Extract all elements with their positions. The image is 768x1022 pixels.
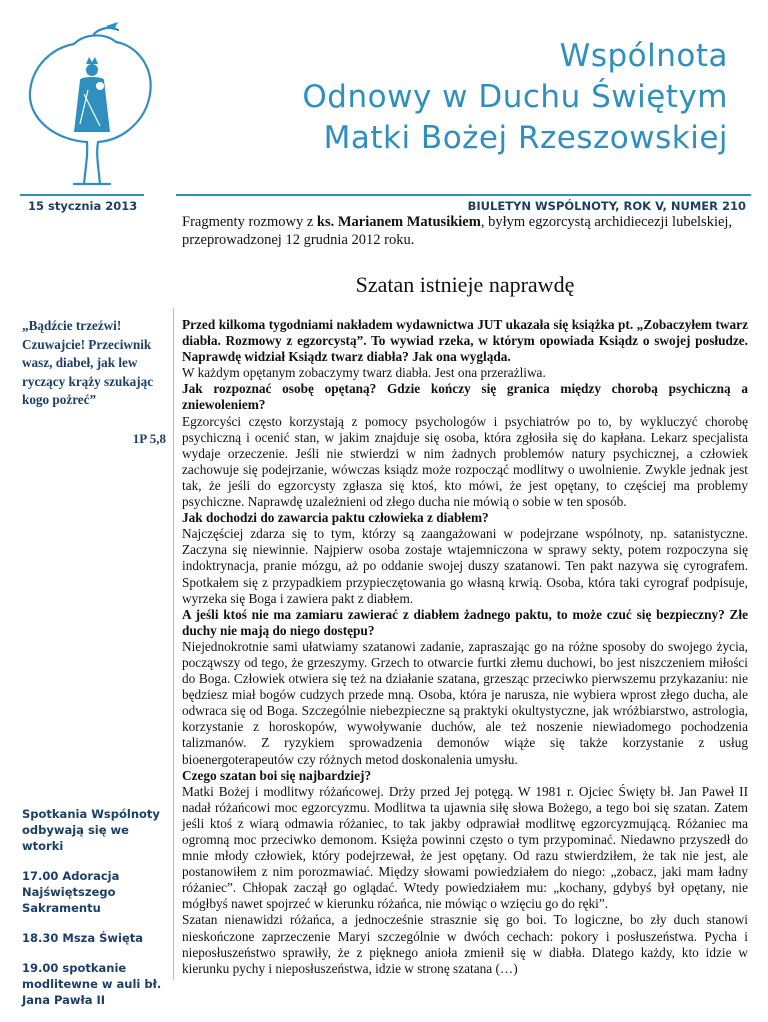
masthead-line-2: Odnowy w Duchu Świętym: [302, 79, 728, 115]
interviewee-name: ks. Marianem Matusikiem: [316, 214, 481, 230]
article-title: Szatan istnieje naprawdę: [355, 272, 575, 297]
meeting-schedule: [22, 806, 170, 1022]
issue-date: 15 stycznia 2013: [28, 199, 138, 213]
question: Przed kilkoma tygodniami nakładem wydawnictwa JUT ukazała się książka pt. „Zobaczyłem twarz diabła. Rozmowy z egzorcystą”. To wywiad rzeka, w którym opowiada Ksiądz o swojej posłudze. Naprawdę widział Ksiądz twarz diabła? Jak ona wygląda.: [182, 317, 748, 365]
meeting-intro: Spotkania Wspólnoty odbywają się we wtorki: [22, 807, 160, 853]
intro-text-after: , byłym egzorcystą archidiecezji lubelskiej, przeprowadzonej 12 grudnia 2012 roku.: [182, 214, 733, 248]
tree-madonna-logo-icon: [14, 14, 164, 190]
intro-paragraph: [182, 213, 748, 249]
answer: Szatan nienawidzi różańca, a jednocześnie strasznie się go boi. To logiczne, bo zły duch stanowi nieskończone zaprzeczenie Maryi szczególnie w dwóch cechach: pokory i posłuszeństwa. Pycha i nieposłuszeństwo sprawiły, że z pięknego anioła zmienił się w diabła. Dlatego każdy, kto idzie w kierunku pychy i nieposłuszeństwa, idzie w stronę szatana (…): [182, 912, 748, 976]
masthead-line-3: Matki Bożej Rzeszowskiej: [323, 120, 728, 156]
question: A jeśli ktoś nie ma zamiaru zawierać z diabłem żadnego paktu, to może czuć się bezpieczny? Złe duchy nie mają do niego dostępu?: [182, 606, 748, 638]
masthead-line-1: Wspólnota: [559, 38, 728, 74]
column-divider: [173, 308, 174, 980]
header-rule-right: [176, 194, 751, 196]
article-body: [182, 317, 748, 977]
question: Czego szatan boi się najbardziej?: [182, 767, 372, 783]
intro-text-before: Fragmenty rozmowy z: [182, 214, 317, 230]
answer: Niejednokrotnie sami ułatwiamy szatanowi zadanie, zapraszając go na różne sposoby do swojego życia, począwszy od tego, że grzeszymy. Grzech to otwarcie furtki złemu duchowi, bo jest niszczeniem miłości do Boga. Człowiek otwiera się też na działanie szatana, grzesząc przeciwko pierwszemu przykazaniu: nie będziesz miał bogów cudzych przede mną. Osoba, która je narusza, nie wybiera wprost złego ducha, ale odwraca się od Boga. Szczególnie niebezpieczne są praktyki okultystyczne, jak wróżbiarstwo, astrologia, korzystanie z horoskopów, wywoływanie duchów, ale też noszenie niewiadomego pochodzenia talizmanów. Z ryzykiem sprowadzenia demonów wiąże się także korzystanie z usług bioenergoterapeutów czy różnych metod doskonalenia umysłu.: [182, 638, 748, 767]
schedule-item: 18.30 Msza Święta: [22, 931, 144, 945]
answer: Egzorcyści często korzystają z pomocy psychologów i psychiatrów po to, by wykluczyć chorobę psychiczną i ocenić stan, w jakim znajduje się osoba, która zgłosiła się do kapłana. Lekarz specjalista wydaje orzeczenie. Jeśli nie stwierdzi w nim żadnych problemów natury psychicznej, a człowiek zachowuje się podejrzanie, wówczas ksiądz może rozpocząć modlitwy o uwolnienie. Zwykle jednak jest tak, że jeśli do egzorcysty zgłasza się ktoś, kto mówi, że jest opętany, to częściej ma problemy psychiczne. Naprawdę uzależnieni od złego ducha nie mówią o sobie w ten sposób.: [182, 413, 748, 510]
schedule-item: 17.00 Adoracja Najświętszego Sakramentu: [22, 869, 120, 915]
bulletin-info: BIULETYN WSPÓLNOTY, ROK V, NUMER 210: [467, 199, 746, 213]
schedule-item: 19.00 spotkanie modlitewne w auli bł. Jana Pawła II: [22, 961, 162, 1007]
masthead: [302, 36, 728, 159]
answer: Najczęściej zdarza się to tym, którzy są zaangażowani w podejrzane wspólnoty, np. satanistyczne. Zaczyna się niewinnie. Najpierw osoba zostaje wtajemniczona w sprawy sekty, potem rozpoczyna się indoktrynacja, pranie mózgu, aż po oddanie swojej duszy szatanowi. Ten pakt nazywa się cyrografem. Spotkałem się z przypadkiem przypieczętowania go własną krwią. Osoba, która taki cyrograf podpisuje, wyrzeka się Boga i zawiera pakt z diabłem.: [182, 526, 748, 606]
answer: Matki Bożej i modlitwy różańcowej. Drży przed Jej potęgą. W 1981 r. Ojciec Święty bł. Jan Paweł II nadał różańcowi moc egzorcyzmu. Modlitwa ta ujawnia siłę słowa Bożego, a tego boi się szatan. Zatem jeśli ktoś z wiarą odmawia różaniec, to tak jakby odprawiał modlitwę egzorcyzmującą. Różaniec ma ogromną moc przeciwko demonom. Księża powinni często o tym przypominać. Niedawno przyszedł do mnie młody człowiek, który podejrzewał, że jest opętany. Od razu stwierdziłem, że tak nie jest, ale postanowiłem z nim porozmawiać. Między słowami powiedziałem do niego: „zobacz, jaki mam ładny różaniec”. Chłopak zaczął go oglądać. Wtedy powiedziałem mu: „kochany, gdybyś był opętany, nie mógłbyś nawet spojrzeć w kierunku różańca, nie mówiąc o wzięciu go do ręki”.: [182, 783, 748, 912]
header-rule-left: [20, 194, 144, 196]
sidebar-quote: „Bądźcie trzeźwi! Czuwajcie! Przeciwnik wasz, diabeł, jak lew ryczący krąży szukając kogo pożreć”: [22, 318, 154, 407]
answer: W każdym opętanym zobaczymy twarz diabła. Jest ona przerażliwa.: [182, 365, 546, 381]
sidebar-quote-reference: 1P 5,8: [132, 431, 166, 446]
question: Jak dochodzi do zawarcia paktu człowieka z diabłem?: [182, 510, 489, 526]
question: Jak rozpoznać osobę opętaną? Gdzie kończy się granica między chorobą psychiczną a zniewoleniem?: [182, 381, 748, 413]
